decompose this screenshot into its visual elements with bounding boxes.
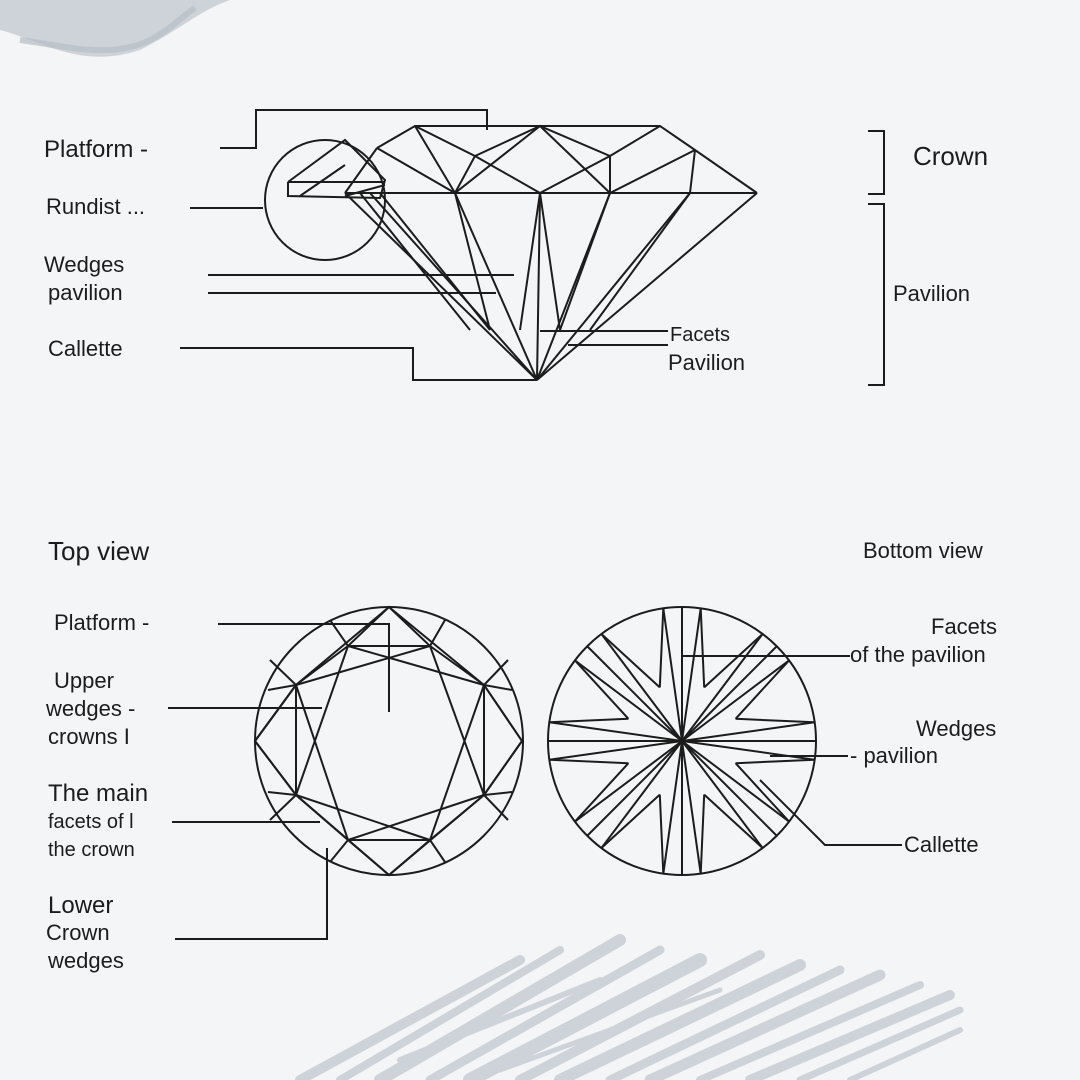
bottom-facet-line (736, 660, 789, 718)
bottom-facet-line (587, 741, 682, 836)
bottom-facet-line (660, 608, 663, 687)
bottom-view-facets (548, 607, 816, 875)
label-lower-1: Lower (48, 892, 114, 919)
label-top-platform: Platform - (54, 610, 150, 635)
label-pavilion: Pavilion (893, 281, 971, 306)
label-callette: Callette (48, 336, 123, 361)
bottom-facet-line (660, 795, 663, 874)
bottom-facet-line (601, 795, 659, 848)
bottom-facet-line (736, 763, 789, 821)
label-main-2: facets of l (48, 811, 134, 833)
label-bottom-callette: Callette (904, 832, 979, 857)
bottom-facet-line (575, 763, 628, 821)
label-bottom-wedges-1: Wedges (916, 716, 997, 741)
top-view-title: Top view (48, 536, 150, 566)
label-rundist: Rundist ... (46, 194, 146, 219)
bottom-facet-line (549, 760, 628, 763)
bottom-facet-line (682, 646, 777, 741)
bottom-facet-line (587, 646, 682, 741)
label-upper-2: wedges - (46, 696, 136, 721)
bottom-view-title: Bottom view (863, 538, 983, 563)
bottom-facet-line (575, 660, 628, 718)
label-lower-2: Crown (46, 920, 110, 945)
label-platform: Platform - (44, 136, 149, 163)
label-facets-pavilion: Pavilion (668, 350, 746, 375)
bottom-facet-line (704, 634, 762, 687)
label-wedges: Wedges (44, 252, 125, 277)
bottom-facet-line (704, 795, 762, 848)
label-bottom-facets-1: Facets (931, 614, 998, 639)
label-facets: Facets (670, 324, 731, 346)
bottom-facet-line (701, 795, 704, 874)
label-main-3: the crown (48, 839, 135, 861)
label-lower-3: wedges (48, 948, 124, 973)
bottom-facet-line (682, 741, 777, 836)
label-bottom-facets-2: of the pavilion (850, 642, 986, 667)
label-upper-3: crowns I (48, 724, 130, 749)
bottom-facet-line (736, 760, 815, 763)
label-wedges-pavilion: pavilion (48, 280, 123, 305)
label-upper-1: Upper (54, 668, 114, 693)
bottom-facet-line (549, 719, 628, 722)
bottom-facet-line (701, 608, 704, 687)
label-bottom-wedges-2: - pavilion (850, 743, 939, 768)
label-crown: Crown (913, 141, 989, 171)
bottom-facet-line (601, 634, 659, 687)
bottom-facet-line (736, 719, 815, 722)
label-main-1: The main (48, 780, 149, 807)
